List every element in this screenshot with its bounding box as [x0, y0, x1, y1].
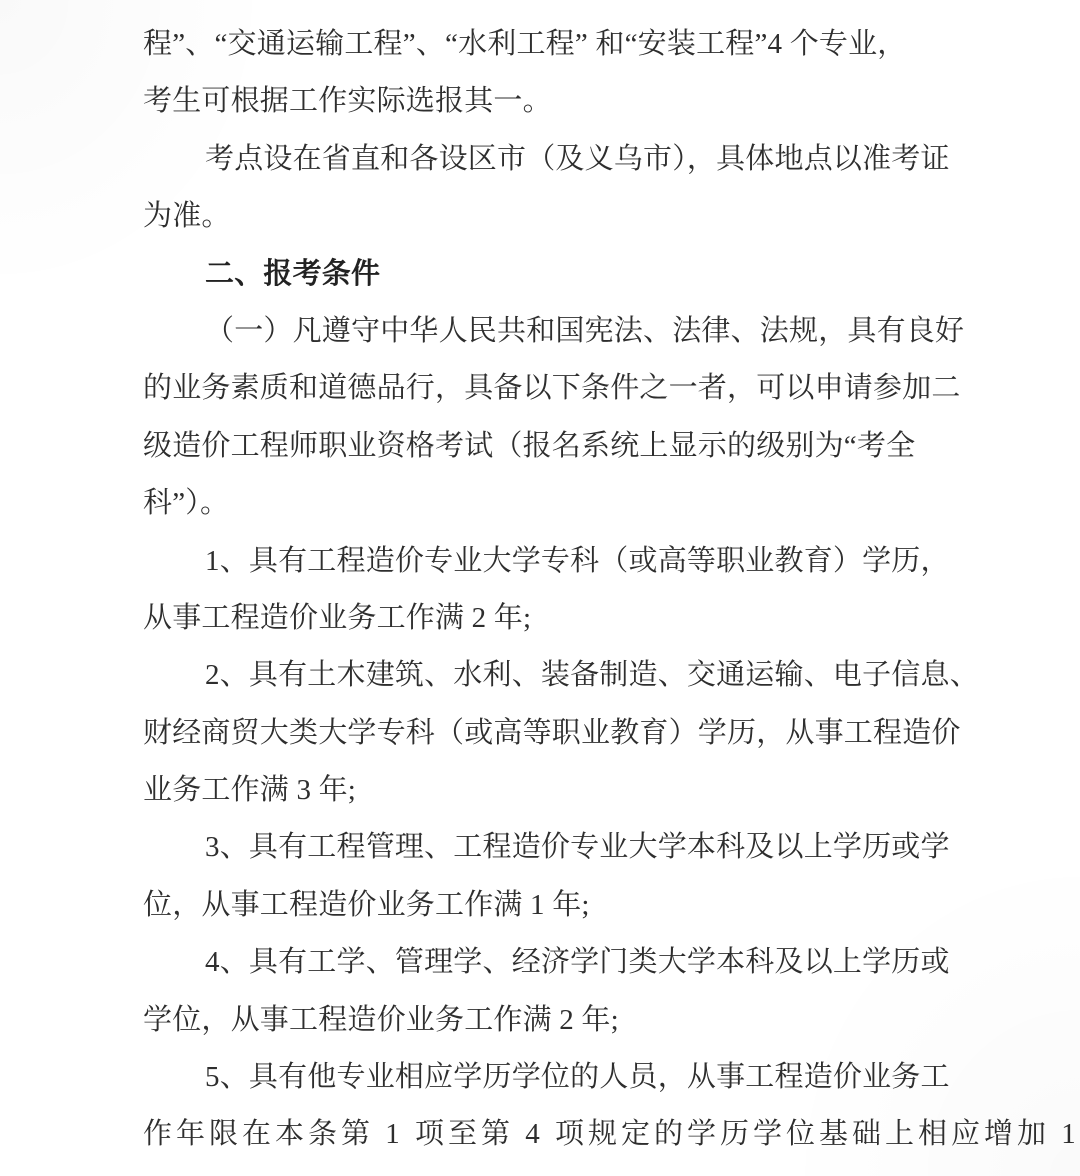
list-item-5: 5、具有他专业相应学历学位的人员，从事工程造价业务工: [205, 1061, 950, 1094]
text-line: 考点设在省直和各设区市（及义乌市），具体地点以准考证: [205, 142, 950, 175]
text-line: 从事工程造价业务工作满 2 年;: [143, 601, 532, 634]
text-line: 作年限在本条第 1 项至第 4 项规定的学历学位基础上相应增加 1: [143, 1118, 1080, 1151]
text-line: 级造价工程师职业资格考试（报名系统上显示的级别为“考全: [143, 429, 916, 462]
text-line: 科”）。: [143, 487, 230, 520]
list-item-4: 4、具有工学、管理学、经济学门类大学本科及以上学历或: [205, 946, 950, 979]
list-item-1: 1、具有工程造价专业大学专科（或高等职业教育）学历，: [205, 544, 950, 577]
document-body: [143, 16, 1080, 1164]
list-item-3: 3、具有工程管理、工程造价专业大学本科及以上学历或学: [205, 831, 950, 864]
text-line: 位，从事工程造价业务工作满 1 年;: [143, 888, 590, 921]
section-heading: 二、报考条件: [205, 257, 381, 290]
text-line: 财经商贸大类大学专科（或高等职业教育）学历，从事工程造价: [143, 716, 961, 749]
text-line: （一）凡遵守中华人民共和国宪法、法律、法规，具有良好: [205, 314, 965, 347]
text-line: 业务工作满 3 年;: [143, 774, 357, 807]
list-item-2: 2、具有土木建筑、水利、装备制造、交通运输、电子信息、: [205, 659, 979, 692]
text-line: 为准。: [143, 200, 231, 233]
text-line: 考生可根据工作实际选报其一。: [143, 85, 552, 118]
text-line: 的业务素质和道德品行，具备以下条件之一者，可以申请参加二: [143, 372, 961, 405]
text-line: 学位，从事工程造价业务工作满 2 年;: [143, 1003, 619, 1036]
text-line: 程”、“交通运输工程”、“水利工程” 和“安装工程”4 个专业，: [143, 28, 907, 60]
